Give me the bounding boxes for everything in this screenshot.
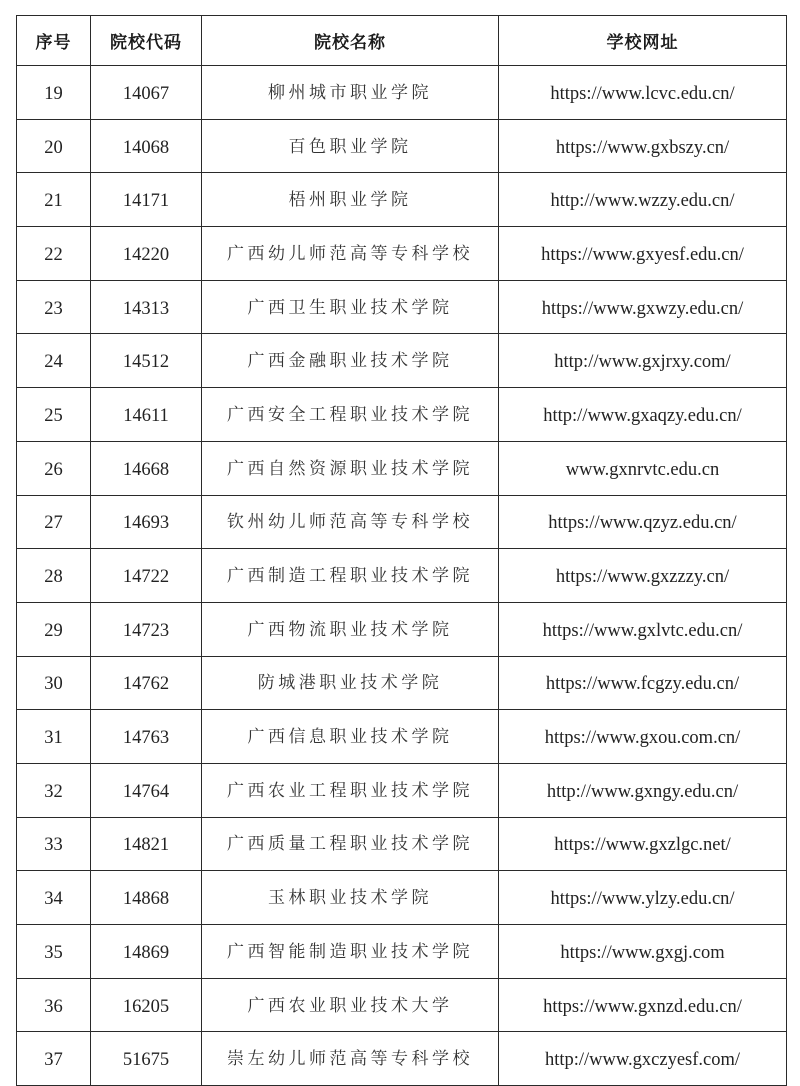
table-row bbox=[17, 280, 787, 334]
college-name-cell: 广西制造工程职业技术学院 bbox=[202, 549, 499, 603]
header-name: 院校名称 bbox=[202, 16, 499, 66]
college-name-cell: 广西智能制造职业技术学院 bbox=[202, 925, 499, 979]
code-cell: 14067 bbox=[91, 66, 202, 120]
table-row bbox=[17, 388, 787, 442]
website-url-cell: https://www.gxou.com.cn/ bbox=[499, 710, 787, 764]
code-cell: 14764 bbox=[91, 763, 202, 817]
code-cell: 14220 bbox=[91, 227, 202, 281]
college-name-cell: 广西农业工程职业技术学院 bbox=[202, 763, 499, 817]
website-url-cell: http://www.wzzy.edu.cn/ bbox=[499, 173, 787, 227]
website-url-cell: https://www.gxlvtc.edu.cn/ bbox=[499, 602, 787, 656]
header-code: 院校代码 bbox=[91, 16, 202, 66]
code-cell: 14723 bbox=[91, 602, 202, 656]
table-row bbox=[17, 925, 787, 979]
code-cell: 14313 bbox=[91, 280, 202, 334]
code-cell: 14611 bbox=[91, 388, 202, 442]
website-url-cell: https://www.gxwzy.edu.cn/ bbox=[499, 280, 787, 334]
college-name-cell: 广西自然资源职业技术学院 bbox=[202, 441, 499, 495]
code-cell: 14171 bbox=[91, 173, 202, 227]
code-cell: 14868 bbox=[91, 871, 202, 925]
college-name-cell: 广西农业职业技术大学 bbox=[202, 978, 499, 1032]
table-row bbox=[17, 871, 787, 925]
table-row bbox=[17, 495, 787, 549]
website-url-cell: http://www.gxjrxy.com/ bbox=[499, 334, 787, 388]
table-header-row bbox=[17, 16, 787, 66]
table-row bbox=[17, 549, 787, 603]
college-name-cell: 百色职业学院 bbox=[202, 119, 499, 173]
college-name-cell: 广西卫生职业技术学院 bbox=[202, 280, 499, 334]
table-row bbox=[17, 173, 787, 227]
college-name-cell: 防城港职业技术学院 bbox=[202, 656, 499, 710]
header-index: 序号 bbox=[17, 16, 91, 66]
college-name-cell: 广西信息职业技术学院 bbox=[202, 710, 499, 764]
code-cell: 14693 bbox=[91, 495, 202, 549]
table-row bbox=[17, 441, 787, 495]
index-cell: 31 bbox=[17, 710, 91, 764]
index-cell: 32 bbox=[17, 763, 91, 817]
index-cell: 30 bbox=[17, 656, 91, 710]
table-row bbox=[17, 656, 787, 710]
website-url-cell: https://www.gxzlgc.net/ bbox=[499, 817, 787, 871]
table-row bbox=[17, 978, 787, 1032]
index-cell: 19 bbox=[17, 66, 91, 120]
website-url-cell: https://www.gxyesf.edu.cn/ bbox=[499, 227, 787, 281]
college-name-cell: 广西金融职业技术学院 bbox=[202, 334, 499, 388]
code-cell: 14068 bbox=[91, 119, 202, 173]
website-url-cell: http://www.gxngy.edu.cn/ bbox=[499, 763, 787, 817]
college-list-table bbox=[16, 15, 787, 1086]
table-body bbox=[17, 66, 787, 1086]
website-url-cell: http://www.gxczyesf.com/ bbox=[499, 1032, 787, 1086]
table-row bbox=[17, 66, 787, 120]
index-cell: 22 bbox=[17, 227, 91, 281]
code-cell: 14763 bbox=[91, 710, 202, 764]
index-cell: 33 bbox=[17, 817, 91, 871]
website-url-cell: https://www.ylzy.edu.cn/ bbox=[499, 871, 787, 925]
college-name-cell: 柳州城市职业学院 bbox=[202, 66, 499, 120]
code-cell: 14821 bbox=[91, 817, 202, 871]
website-url-cell: http://www.gxaqzy.edu.cn/ bbox=[499, 388, 787, 442]
website-url-cell: https://www.gxgj.com bbox=[499, 925, 787, 979]
code-cell: 14668 bbox=[91, 441, 202, 495]
index-cell: 25 bbox=[17, 388, 91, 442]
website-url-cell: https://www.qzyz.edu.cn/ bbox=[499, 495, 787, 549]
college-list-table-container bbox=[16, 15, 786, 1086]
index-cell: 29 bbox=[17, 602, 91, 656]
website-url-cell: https://www.gxzzzy.cn/ bbox=[499, 549, 787, 603]
index-cell: 23 bbox=[17, 280, 91, 334]
website-url-cell: https://www.fcgzy.edu.cn/ bbox=[499, 656, 787, 710]
index-cell: 34 bbox=[17, 871, 91, 925]
index-cell: 20 bbox=[17, 119, 91, 173]
table-row bbox=[17, 763, 787, 817]
college-name-cell: 梧州职业学院 bbox=[202, 173, 499, 227]
index-cell: 26 bbox=[17, 441, 91, 495]
college-name-cell: 广西幼儿师范高等专科学校 bbox=[202, 227, 499, 281]
code-cell: 14869 bbox=[91, 925, 202, 979]
website-url-cell: https://www.gxbszy.cn/ bbox=[499, 119, 787, 173]
table-row bbox=[17, 119, 787, 173]
index-cell: 21 bbox=[17, 173, 91, 227]
college-name-cell: 钦州幼儿师范高等专科学校 bbox=[202, 495, 499, 549]
index-cell: 36 bbox=[17, 978, 91, 1032]
table-row bbox=[17, 227, 787, 281]
index-cell: 28 bbox=[17, 549, 91, 603]
college-name-cell: 崇左幼儿师范高等专科学校 bbox=[202, 1032, 499, 1086]
table-row bbox=[17, 710, 787, 764]
table-row bbox=[17, 817, 787, 871]
code-cell: 14762 bbox=[91, 656, 202, 710]
website-url-cell: https://www.lcvc.edu.cn/ bbox=[499, 66, 787, 120]
code-cell: 14512 bbox=[91, 334, 202, 388]
code-cell: 14722 bbox=[91, 549, 202, 603]
index-cell: 27 bbox=[17, 495, 91, 549]
code-cell: 51675 bbox=[91, 1032, 202, 1086]
college-name-cell: 玉林职业技术学院 bbox=[202, 871, 499, 925]
index-cell: 24 bbox=[17, 334, 91, 388]
header-url: 学校网址 bbox=[499, 16, 787, 66]
college-name-cell: 广西质量工程职业技术学院 bbox=[202, 817, 499, 871]
table-row bbox=[17, 602, 787, 656]
website-url-cell: www.gxnrvtc.edu.cn bbox=[499, 441, 787, 495]
index-cell: 37 bbox=[17, 1032, 91, 1086]
table-row bbox=[17, 334, 787, 388]
code-cell: 16205 bbox=[91, 978, 202, 1032]
college-name-cell: 广西安全工程职业技术学院 bbox=[202, 388, 499, 442]
college-name-cell: 广西物流职业技术学院 bbox=[202, 602, 499, 656]
index-cell: 35 bbox=[17, 925, 91, 979]
table-row bbox=[17, 1032, 787, 1086]
website-url-cell: https://www.gxnzd.edu.cn/ bbox=[499, 978, 787, 1032]
